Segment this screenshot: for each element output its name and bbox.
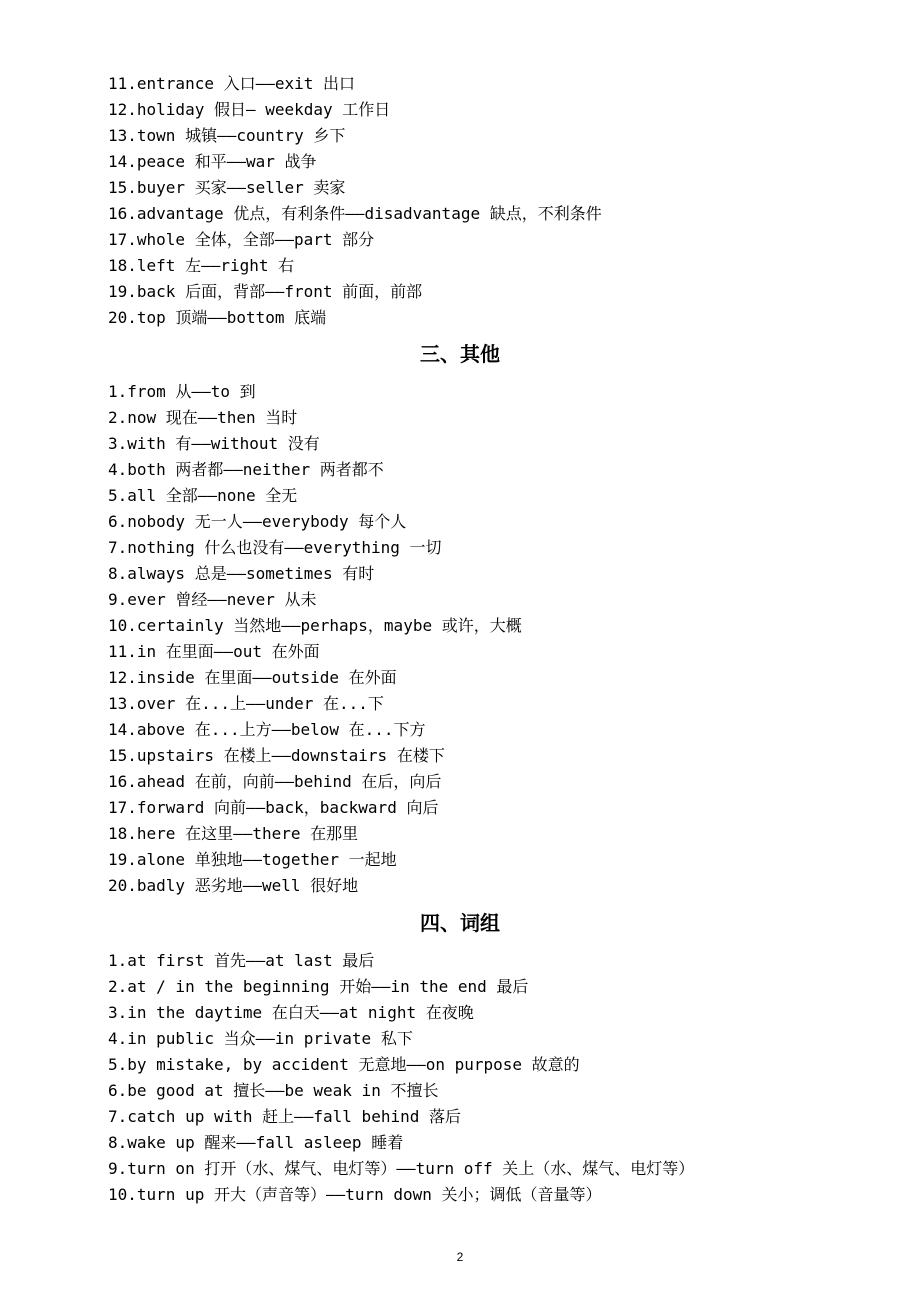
- list-item: 16.ahead 在前，向前——behind 在后，向后: [108, 772, 442, 791]
- list-item: 16.advantage 优点，有利条件——disadvantage 缺点，不利条件: [108, 204, 602, 223]
- page-number: 2: [456, 1250, 464, 1264]
- list-item: 5.all 全部——none 全无: [108, 486, 298, 505]
- list-item: 18.left 左——right 右: [108, 256, 295, 275]
- list-item: 4.in public 当众——in private 私下: [108, 1029, 413, 1048]
- list-item: 6.nobody 无一人——everybody 每个人: [108, 512, 407, 531]
- list-item: 8.wake up 醒来——fall asleep 睡着: [108, 1133, 404, 1152]
- list-item: 19.back 后面，背部——front 前面，前部: [108, 282, 423, 301]
- list-item: 2.at / in the beginning 开始——in the end 最后: [108, 977, 529, 996]
- list-item: 13.town 城镇——country 乡下: [108, 126, 346, 145]
- list-item: 2.now 现在——then 当时: [108, 408, 298, 427]
- list-item: 8.always 总是——sometimes 有时: [108, 564, 375, 583]
- list-item: 7.nothing 什么也没有——everything 一切: [108, 538, 442, 557]
- list-item: 17.whole 全体，全部——part 部分: [108, 230, 375, 249]
- list-item: 11.in 在里面——out 在外面: [108, 642, 320, 661]
- list-item: 15.buyer 买家——seller 卖家: [108, 178, 346, 197]
- list-item: 12.holiday 假日— weekday 工作日: [108, 100, 391, 119]
- list-item: 14.above 在...上方——below 在...下方: [108, 720, 426, 739]
- list-item: 20.top 顶端——bottom 底端: [108, 308, 327, 327]
- list-item: 7.catch up with 赶上——fall behind 落后: [108, 1107, 461, 1126]
- list-item: 3.in the daytime 在白天——at night 在夜晚: [108, 1003, 474, 1022]
- list-item: 4.both 两者都——neither 两者都不: [108, 460, 384, 479]
- list-item: 10.certainly 当然地——perhaps，maybe 或许，大概: [108, 616, 522, 635]
- list-item: 5.by mistake, by accident 无意地——on purpose 故意的: [108, 1055, 580, 1074]
- list-item: 20.badly 恶劣地——well 很好地: [108, 876, 359, 895]
- list-item: 12.inside 在里面——outside 在外面: [108, 668, 397, 687]
- section-heading-phrases: 四、词组: [420, 911, 500, 935]
- list-item: 17.forward 向前——back，backward 向后: [108, 798, 439, 817]
- list-item: 9.ever 曾经——never 从未: [108, 590, 317, 609]
- list-item: 6.be good at 擅长——be weak in 不擅长: [108, 1081, 439, 1100]
- list-item: 18.here 在这里——there 在那里: [108, 824, 359, 843]
- list-item: 15.upstairs 在楼上——downstairs 在楼下: [108, 746, 445, 765]
- list-item: 1.at first 首先——at last 最后: [108, 951, 375, 970]
- list-item: 13.over 在...上——under 在...下: [108, 694, 384, 713]
- section-heading-other: 三、其他: [420, 342, 500, 366]
- list-item: 10.turn up 开大（声音等）——turn down 关小；调低（音量等）: [108, 1185, 602, 1204]
- list-item: 1.from 从——to 到: [108, 382, 256, 401]
- list-item: 19.alone 单独地——together 一起地: [108, 850, 397, 869]
- list-item: 14.peace 和平——war 战争: [108, 152, 317, 171]
- list-item: 11.entrance 入口——exit 出口: [108, 74, 356, 93]
- list-item: 9.turn on 打开（水、煤气、电灯等）——turn off 关上（水、煤气、电灯等）: [108, 1159, 695, 1178]
- list-item: 3.with 有——without 没有: [108, 434, 320, 453]
